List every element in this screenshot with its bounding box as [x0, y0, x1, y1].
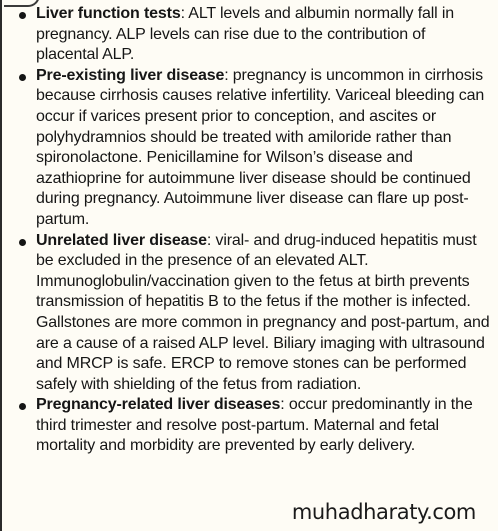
list-item-pregnancy-related-liver-diseases	[16, 395, 492, 457]
bullet-icon	[19, 403, 26, 410]
bullet-list	[16, 4, 492, 457]
watermark: muhadharaty.com	[291, 500, 476, 524]
item-text: : pregnancy is uncommon in cirrhosis because cirrhosis causes relative infertility. Variceal bleeding can occur if varices present prior to conception, and ascites or polyhydramnios should be treated with amiloride rather than spironolactone. Penicillamine for Wilson’s disease and azathioprine for autoimmune liver disease should be continued during pregnancy. Autoimmune liver disease can flare up post-partum.	[36, 66, 485, 228]
list-item-liver-function-tests	[16, 4, 492, 66]
item-text: : occur predominantly in the third trimester and resolve post-partum. Maternal and fetal mortality and morbidity are prevented by early delivery.	[36, 396, 473, 455]
item-text: : ALT levels and albumin normally fall in pregnancy. ALP levels can rise due to the contribution of placental ALP.	[36, 5, 454, 64]
item-text: : viral- and drug-induced hepatitis must be excluded in the presence of an elevated ALT. Immunoglobulin/vaccination given to the fetus at birth prevents transmission of hepatitis B to the fetus if the mother is infected. Gallstones are more common in pregnancy and post-partum, and are a cause of a raised ALP level. Biliary imaging with ultrasound and MRCP is safe. ERCP to remove stones can be performed safely with shielding of the fetus from radiation.	[36, 231, 490, 393]
list-item-unrelated-liver-disease	[16, 231, 492, 396]
item-term: Unrelated liver disease	[36, 231, 207, 249]
item-term: Pre-existing liver disease	[36, 66, 225, 84]
item-term: Pregnancy-related liver diseases	[36, 396, 281, 414]
bullet-icon	[19, 12, 26, 19]
bullet-icon	[19, 239, 26, 246]
list-item-pre-existing-liver-disease	[16, 66, 492, 231]
bullet-icon	[19, 74, 26, 81]
item-term: Liver function tests	[36, 5, 181, 22]
document-body	[16, 4, 492, 457]
